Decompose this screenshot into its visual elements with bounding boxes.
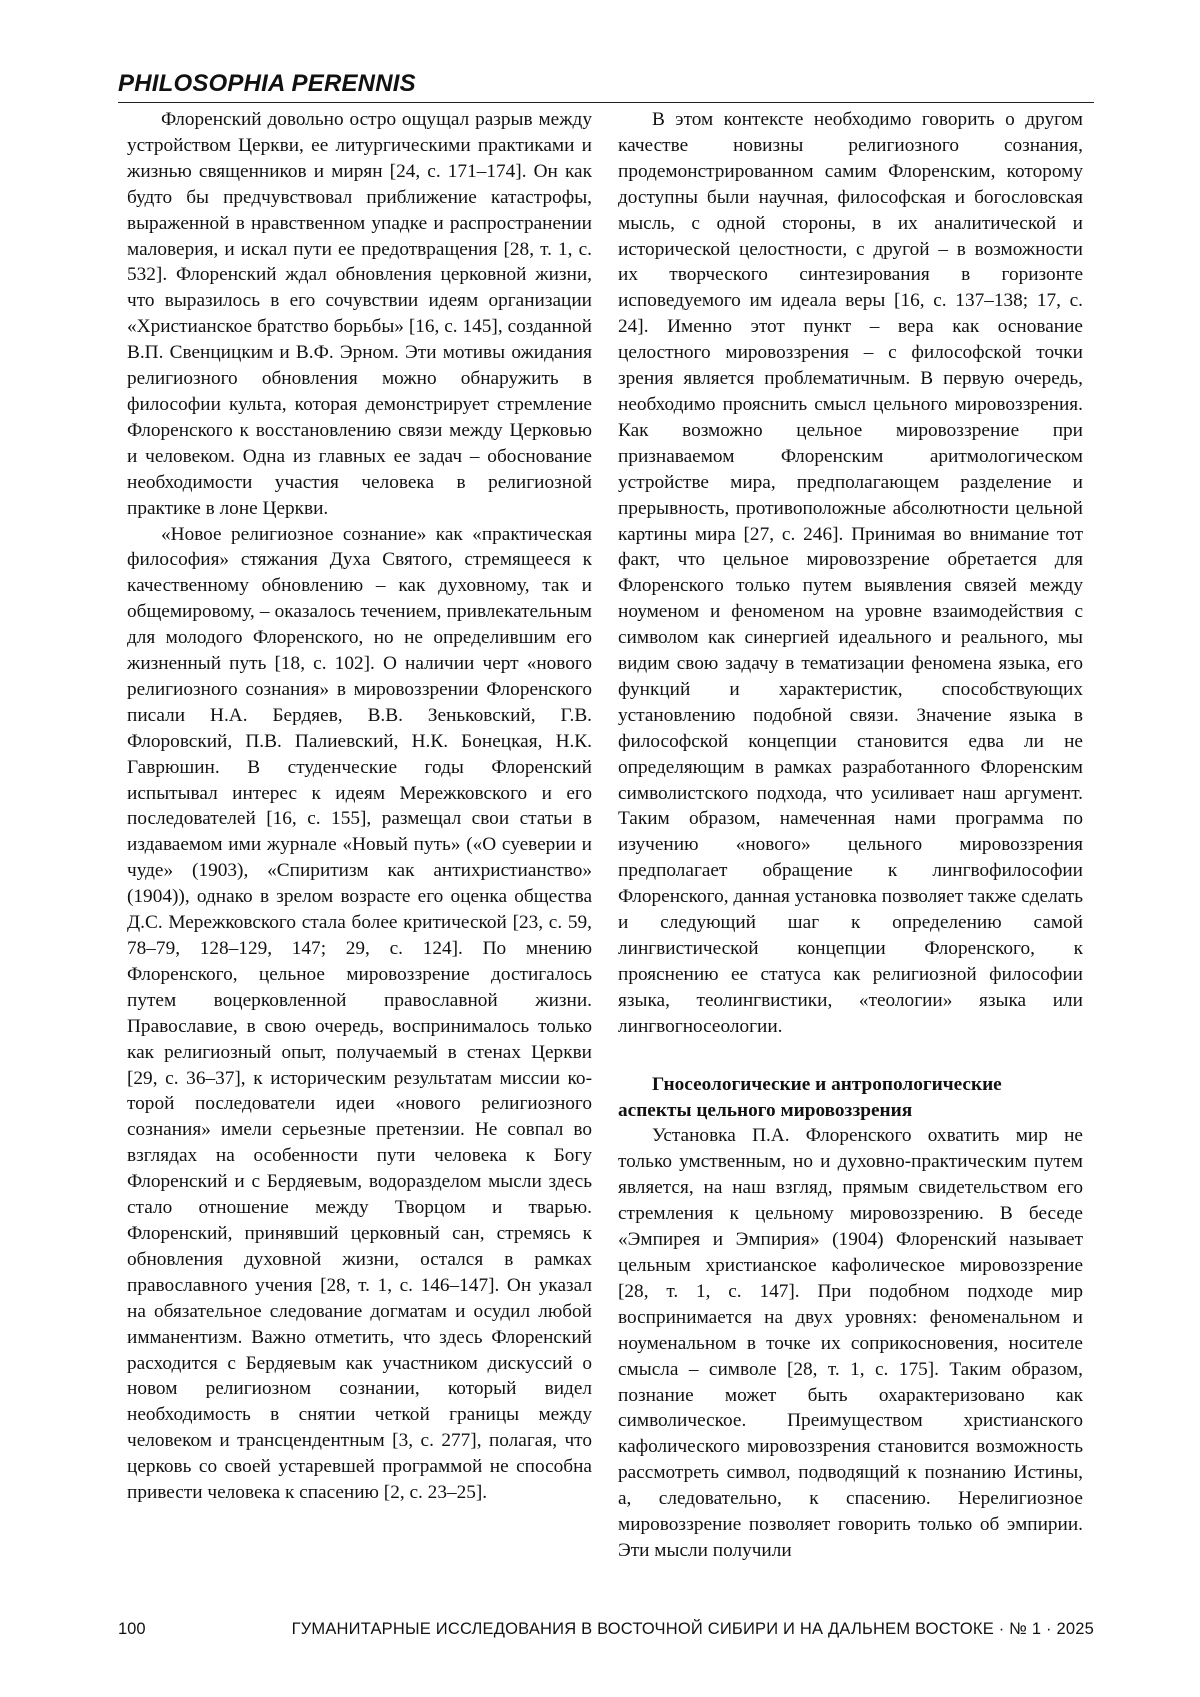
journal-title: ГУМАНИТАРНЫЕ ИССЛЕДОВАНИЯ В ВОСТОЧНОЙ СИБИРИ И НА ДАЛЬНЕМ ВОСТОКЕ · № 1 · 2025 xyxy=(291,1620,1094,1638)
left-column xyxy=(127,107,592,1506)
body-paragraph: «Новое религиозное сознание» как «практическая философия» стяжания Духа Святого, стремящееся к качественному обновлению – как духовному, так и общемировому, – оказалось течением, привлекательным для молодого Флоренского, но не определившим его жизненный путь [18, с. 102]. О наличии черт «нового религиозного сознания» в мировоззрении Флоренского писали Н.А. Бердяев, В.В. Зеньковский, Г.В. Флоровский, П.В. Палиевский, Н.К. Бонецкая, Н.К. Гаврюшин. В студенческие годы Флоренский испытывал интерес к идеям Мережковского и его последователей [16, с. 155], размещал свои статьи в издаваемом ими журнале «Новый путь» («О суеверии и чуде» (1903), «Спиритизм как антихристианство» (1904)), однако в зрелом возрасте его оценка общества Д.С. Мережковского стала более критической [23, с. 59, 78–79, 128–129, 147; 29, с. 124]. По мнению Флоренского, цельное мировоззрение достигалось путем воцерковленной православной жизни. Православие, в свою очередь, воспринималось только как религиозный опыт, получаемый в стенах Церкви [29, с. 36–37], к историческим результатам миссии которой последователи идеи «нового религиозного сознания» имели серьезные претензии. Не совпал во взглядах на особенности пути человека к Богу Флоренский и с Бердяевым, водоразделом мысли здесь стало отношение между Творцом и тварью. Флоренский, принявший церковный сан, стремясь к обновления духовной жизни, остался в рамках православного учения [28, т. 1, с. 146–147]. Он указал на обязательное следование догматам и осудил любой имманентизм. Важно отметить, что здесь Флоренский расходится с Бердяевым как участником дискуссий о новом религиозном сознании, который видел необходимость в снятии четкой границы между человеком и трансцендентным [3, с. 277], полагая, что церковь со своей устаревшей программой не способна привести человека к спасению [2, с. 23–25]. xyxy=(127,523,592,1504)
page-footer xyxy=(118,1620,1094,1644)
header-rule xyxy=(118,102,1094,103)
body-paragraph: Флоренский довольно остро ощущал разрыв между устройством Церкви, ее литургическими практиками и жизнью священников и мирян [24, с. 171–174]. Он как будто бы предчувствовал приближение катастрофы, выраженной в нравственном упадке и распространении маловерия, и искал пути ее предотвращения [28, т. 1, с. 532]. Флоренский ждал обновления церковной жизни, что выразилось в его сочувствии идеям организации «Христианское братство борьбы» [16, с. 145], созданной В.П. Свенцицким и В.Ф. Эрном. Эти мотивы ожидания религиозного обновления можно обнаружить в философии культа, которая демонстрирует стремление Флоренского к восстановлению связи между Церковью и человеком. Одна из главных ее задач – обоснование необходимости участия человека в религиозной практике в лоне Церкви. xyxy=(127,109,592,519)
body-paragraph: В этом контексте необходимо говорить о другом качестве новизны религиозного сознания, продемонстрированном самим Флоренским, которому доступны были научная, философская и богословская мысль, с одной стороны, в их аналитической и исторической целостности, с другой – в возможности их творческого синтезирования в горизонте исповедуемого им идеала веры [16, с. 137–138; 17, с. 24]. Именно этот пункт – вера как основание целостного мировоззрения – с философской точки зрения является проблематичным. В первую очередь, необходимо прояснить смысл цельного мировоззрения. Как возможно цельное мировоззрение при признаваемом Флоренским аритмологическом устройстве мира, предполагающем разделение и прерывность, противоположные абсолютности цельной картины мира [27, с. 246]. Принимая во внимание тот факт, что цельное мировоззрение обретается для Флоренского только путем выявления связей между ноуменом и феноменом на уровне взаимодействия с символом как синергией идеального и реального, мы видим свою задачу в тематизации феномена языка, его функций и характеристик, способствующих установлению подобной связи. Значение языка в философской концепции становится едва ли не определяющим в рамках разработанного Флоренским символистского подхода, что усиливает наш аргумент. Таким образом, намеченная нами программа по изучению «нового» цельного мировоззрения предполагает обращение к лингвофилософии Флоренского, данная установка позволяет также сделать и следующий шаг к определению самой лингвистической концепции Флоренского, к прояснению ее статуса как религиозной философии языка, теолингвистики, «теологии» языка или лингвогносеологии. xyxy=(618,109,1083,1037)
section-heading-line: Гносеологические и антропологические xyxy=(652,1073,1002,1095)
body-paragraph: Установка П.А. Флоренского охватить мир не только умственным, но и духовно-практическим путем является, на наш взгляд, прямым свидетельством его стремления к цельному мировоззрению. В беседе «Эмпирея и Эмпирия» (1904) Флоренский называет цельным христианское кафолическое мировоззрение [28, т. 1, с. 147]. При подобном подходе мир воспринимается на двух уровнях: феноменальном и ноуменальном в точке их соприкосновения, носителе смысла – символе [28, т. 1, с. 175]. Таким образом, познание может быть охарактеризовано как символическое. Преимуществом христианского кафолического мировоззрения становится возможность рассмотреть символ, подводящий к познанию Истины, а, следовательно, к спасению. Нерелигиозное мировоззрение позволяет говорить только об эмпирии. Эти мысли получили xyxy=(618,1125,1083,1561)
right-column xyxy=(618,107,1083,1564)
section-heading-line: аспекты цельного мировоззрения xyxy=(618,1099,913,1121)
running-header-title: PHILOSOPHIA PERENNIS xyxy=(118,70,416,97)
section-heading xyxy=(618,1072,1083,1124)
page-number: 100 xyxy=(118,1620,146,1638)
